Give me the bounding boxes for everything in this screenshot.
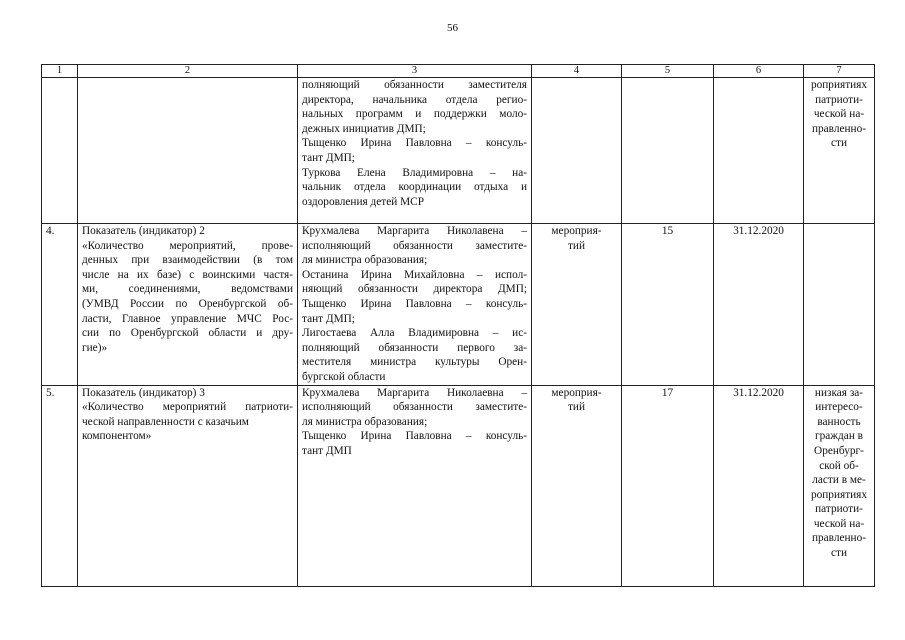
- cell-line: ля министра образования;: [302, 254, 428, 267]
- cell-line: Туркова Елена Владимировна – на-: [302, 166, 527, 179]
- header-cell: 7: [804, 65, 875, 78]
- cell-line: Тыщенко Ирина Павловна – консуль-: [302, 297, 527, 310]
- cell-line: тий: [567, 401, 586, 414]
- cell-line: интересо-: [815, 401, 863, 414]
- cell-line: бургской области: [302, 370, 386, 383]
- cell-line: местителя министра культуры Орен-: [302, 356, 527, 369]
- header-cell: 1: [42, 65, 78, 78]
- cell-line: правленно-: [811, 532, 867, 545]
- cell-line: исполняющий обязанности заместите-: [302, 401, 527, 414]
- row-number: 4.: [42, 224, 78, 386]
- cell-line: граждан в: [814, 430, 864, 443]
- unit-cell: [532, 224, 622, 386]
- cell-line: сти: [831, 137, 847, 150]
- cell-line: полняющий обязанности заместителя: [302, 79, 527, 91]
- cell-line: Крухмалева Маргарита Николавена –: [302, 225, 527, 237]
- cell-line: ля министра образования;: [302, 415, 428, 428]
- cell-line: полняющий обязанности первого за-: [302, 341, 527, 354]
- cell-line: (УМВД России по Оренбургской об-: [82, 297, 293, 310]
- cell-line: тант ДМП: [302, 444, 352, 457]
- cell-line: директора, начальника отдела регио-: [302, 93, 527, 106]
- cell-line: Крухмалева Маргарита Николаевна –: [302, 386, 527, 399]
- cell-line: Тыщенко Ирина Павловна – консуль-: [302, 430, 527, 443]
- cell-line: ласти, Главное управление МЧС Рос-: [82, 312, 293, 325]
- cell-line: исполняющий обязанности заместите-: [302, 239, 527, 252]
- cell-line: Останина Ирина Михайловна – испол-: [302, 268, 527, 281]
- cell-line: мероприя-: [551, 225, 602, 237]
- cell-line: оздоровления детей МСР: [302, 195, 424, 208]
- header-cell: 4: [532, 65, 622, 78]
- cell-line: правленно-: [811, 122, 867, 135]
- cell-line: ческой направленности с казачьим: [82, 415, 249, 428]
- unit-cell: [532, 78, 622, 224]
- cell-line: ми, соединениями, ведомствами: [82, 283, 293, 296]
- cell-line: Оренбург-: [814, 444, 864, 457]
- responsible-cell: [298, 78, 532, 224]
- cell-line: «Количество мероприятий патриоти-: [82, 401, 293, 414]
- value-cell: 15: [622, 224, 714, 386]
- cell-line: ванность: [817, 415, 861, 428]
- indicator-cell: [78, 385, 298, 586]
- cell-line: чальник отдела координации отдыха и: [302, 181, 527, 194]
- responsible-cell: [298, 385, 532, 586]
- cell-line: ской об-: [819, 459, 859, 472]
- cell-line: компонентом»: [82, 430, 152, 443]
- cell-line: роприятиях: [810, 79, 868, 91]
- row-number: 5.: [42, 385, 78, 586]
- cell-line: нальных программ и поддержки моло-: [302, 108, 527, 121]
- date-cell: [714, 78, 804, 224]
- cell-line: сии по Оренбургской области и дру-: [82, 327, 293, 340]
- unit-cell: [532, 385, 622, 586]
- cell-line: тант ДМП;: [302, 312, 355, 325]
- indicator-cell: [78, 224, 298, 386]
- cell-line: тант ДМП;: [302, 151, 355, 164]
- table-row: [42, 224, 875, 386]
- cell-line: низкая за-: [814, 386, 864, 399]
- header-cell: 2: [78, 65, 298, 78]
- cell-line: Лигостаева Алла Владимировна – ис-: [302, 327, 527, 340]
- table-row: [42, 78, 875, 224]
- table-row: [42, 385, 875, 586]
- header-row: [42, 65, 875, 78]
- indicator-cell: [78, 78, 298, 224]
- value-cell: 17: [622, 385, 714, 586]
- cell-line: ласти в ме-: [812, 474, 866, 487]
- cell-line: роприятиях: [810, 488, 868, 501]
- cell-line: тий: [567, 239, 586, 252]
- cell-line: дежных инициатив ДМП;: [302, 122, 426, 135]
- header-cell: 6: [714, 65, 804, 78]
- row-number: [42, 78, 78, 224]
- cell-line: Показатель (индикатор) 2: [82, 225, 205, 237]
- cell-line: денных при взаимодействии (в том: [82, 254, 293, 267]
- responsible-cell: [298, 224, 532, 386]
- note-cell: [804, 385, 875, 586]
- note-cell: [804, 224, 875, 386]
- cell-line: гие)»: [82, 341, 108, 354]
- header-cell: 5: [622, 65, 714, 78]
- cell-line: сти: [831, 547, 847, 560]
- date-cell: 31.12.2020: [714, 385, 804, 586]
- header-cell: 3: [298, 65, 532, 78]
- indicators-table: [41, 64, 875, 587]
- note-cell: [804, 78, 875, 224]
- cell-line: няющий обязанности директора ДМП;: [302, 283, 527, 296]
- cell-line: патриоти-: [815, 93, 863, 106]
- cell-line: числе на их базе) с воинскими частя-: [82, 268, 293, 281]
- cell-line: ческой на-: [813, 517, 865, 530]
- cell-line: «Количество мероприятий, прове-: [82, 239, 293, 252]
- page-number: 56: [447, 22, 458, 34]
- cell-line: Тыщенко Ирина Павловна – консуль-: [302, 137, 527, 150]
- cell-line: ческой на-: [813, 108, 865, 121]
- date-cell: 31.12.2020: [714, 224, 804, 386]
- cell-line: Показатель (индикатор) 3: [82, 386, 205, 399]
- value-cell: [622, 78, 714, 224]
- cell-line: мероприя-: [551, 386, 602, 399]
- cell-line: патриоти-: [815, 503, 863, 516]
